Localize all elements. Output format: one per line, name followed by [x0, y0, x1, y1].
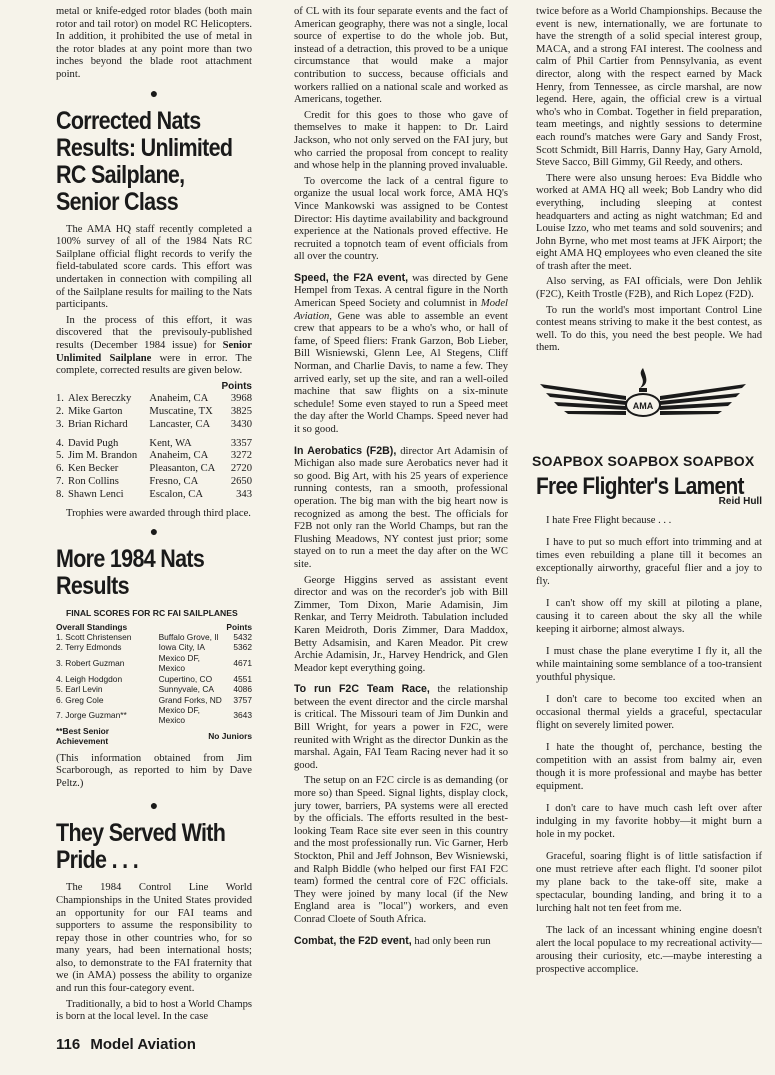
table-row [56, 450, 252, 463]
result-city: Lancaster, CA [149, 418, 211, 430]
fai-note-right: No Juniors [208, 730, 252, 741]
result-name: Shawn Lenci [68, 488, 124, 500]
fai-points-header: Points [226, 621, 252, 632]
column-3 [532, 6, 762, 985]
result-points: 3430 [230, 418, 252, 430]
result-city: Anaheim, CA [149, 393, 209, 405]
essay-paragraph: Graceful, soaring flight is of little satisfaction if one must retrieve after each flight. I'd sooner pilot my plane back to the take-off site, make a spectacular, bounding landing, and bring it to a lurching halt not ten feet from me. [536, 851, 762, 915]
table-row [56, 632, 252, 642]
paragraph: of CL with its four separate events and the fact of American geography, there was not a single, local source of expertise to do the whole job. But, instead of a detraction, this proved to be a unique circumstance that would make a major contribution to success, because officials and workers rallied on a national scale and worked as Americans, together. [294, 6, 508, 106]
fai-name: 4. Leigh Hodgdon [56, 673, 123, 684]
result-rank: 1. [56, 393, 64, 405]
paragraph: Speed, the F2A event, was directed by Gene Hempel from Texas. A central figure in the North American Speed Society and columnist in Model Aviation, Gene was able to assemble an event crew that appears to be a who's who, or hall of fame, of Speed fliers: Frank Garzon, Bob Lieber, Bill Wisniewski, Glenn Lee, Al Stegens, Cliff Norman, and Charlie Davis, to name a few. They arrived early, set up the site, and ran a well-oiled machine that saw flights on a six-minute schedule! Some even stayed to run a Speed meet the day after the World Champs. Speed never had it so good. [294, 271, 508, 435]
byline: Reid Hull [718, 495, 762, 507]
fai-info: (This information obtained from Jim Scarborough, as reported to him by Dave Peltz.) [56, 752, 252, 789]
fai-name: 6. Greg Cole [56, 694, 104, 705]
fai-points: 3643 [233, 710, 252, 721]
result-city: Fresno, CA [149, 476, 199, 488]
paragraph: There were also unsung heroes: Eva Biddle who worked at AMA HQ all week; Bob Landry who did everything, including sleeping at contest headquarters and acting as night watchman; Ed and Louise Izzo, who met teams and sold souvenirs; and John Byrne, who met most teams at JFK Airport; the eight AMA HQ employees who even cleaned the site of trash after the meet. [536, 172, 762, 272]
table-row [56, 642, 252, 652]
free-flight-essay [536, 514, 762, 976]
table-row [56, 476, 252, 489]
paragraph: Trophies were awarded through third place. [66, 507, 251, 519]
soapbox-banner: SOAPBOX SOAPBOX SOAPBOX [532, 452, 755, 469]
paragraph: In the process of this effort, it was discovered that the previsouly-published results (December 1984 issue) for Senior Unlimited Sailplane were in error. The complete, corrected results are given below. [56, 314, 252, 377]
essay-paragraph: I don't care to have much cash left over after indulging in my favorite hobby—it might burn a hole in my pocket. [536, 803, 762, 841]
result-name: Jim M. Brandon [68, 450, 138, 462]
fai-title: FINAL SCORES FOR RC FAI SAILPLANES [66, 608, 238, 619]
paragraph: Also serving, as FAI officials, were Don Jehlik (F2C), Keith Trostle (F2B), and Rich Lopez (F2D). [536, 276, 762, 301]
fai-city: Mexico DF, Mexico [158, 652, 200, 674]
result-rank: 8. [56, 488, 64, 500]
fai-overall-header: Overall Standings [56, 621, 128, 632]
headline-more-nats: More 1984 Nats Results [56, 545, 205, 601]
paragraph: Combat, the F2D event, had only been run [294, 934, 491, 947]
result-city: Kent, WA [149, 437, 192, 449]
fai-city: Mexico DF, Mexico [158, 704, 200, 726]
table-row [56, 463, 252, 476]
headline-served-pride: They Served With Pride . . . [56, 819, 226, 875]
result-city: Escalon, CA [149, 488, 203, 500]
result-name: David Pugh [68, 437, 119, 449]
result-name: Ron Collins [68, 476, 119, 488]
ama-wings-logo [536, 366, 750, 428]
section-bullet: ● [149, 525, 159, 541]
fai-scores-box [56, 608, 252, 746]
result-points: 3357 [230, 437, 252, 449]
paragraph: To overcome the lack of a central figure to organize the usual local work force, AMA HQ's Vince Mankowski was assigned to be Contest Director: His daytime availability and background experience at the Nationals proved effective. He recruited a topnotch team of event officials from all over the country. [294, 175, 508, 263]
fai-name: 3. Robert Guzman [56, 658, 125, 669]
result-points: 3825 [230, 406, 252, 418]
result-city: Muscatine, TX [149, 406, 213, 418]
result-name: Brian Richard [68, 418, 128, 430]
paragraph: George Higgins served as assistant event director and was on the recorder's job with Bill Zimmer, Tom Dixon, Marie Adamisin, Jim Renkar, and Terry Meidroth. Tabulation included Karen Meidroth, Doris Zimmer, Dara Maddox, Betty Adsamisin, and Karen Meador. Pit crew Archie Adamisin, Jr., Harvey Hendrick, and Glen Meador kept everything going. [294, 574, 508, 674]
paragraph: In Aerobatics (F2B), director Art Adamisin of Michigan also made sure Aerobatics never had it so good. Big Art, with his 25 years of experience running contests, ran a smooth, professional operation. The big man with the big heart now is recognized as among the best. The officials for F2B not only ran the World Champs, but ran the Flushing Meadows, NY contest just prior; some stayed on to run a meet the day after on the WC site. [294, 444, 508, 570]
fai-city: Cupertino, CO [158, 673, 213, 684]
fai-name: 2. Terry Edmonds [56, 642, 122, 653]
result-rank: 4. [56, 437, 64, 449]
table-row [56, 489, 252, 502]
result-city: Anaheim, CA [149, 450, 209, 462]
result-rank: 5. [56, 450, 64, 462]
result-name: Ken Becker [68, 463, 119, 475]
essay-paragraph: I hate the thought of, perchance, besting the competition with an assist from balmy air, even though it is more professional and maybe has better equipment. [536, 742, 762, 793]
table-row [56, 653, 252, 674]
headline-free-flighter: Free Flighter's Lament [536, 473, 744, 501]
result-name: Alex Bereczky [68, 393, 132, 405]
fai-points: 4551 [233, 673, 252, 684]
essay-paragraph: I must chase the plane everytime I fly it, all the while maintaining some semblance of a too-transient youthful physique. [536, 646, 762, 684]
result-points: 2650 [230, 476, 252, 488]
column-2 [294, 6, 508, 951]
section-bullet: ● [149, 86, 159, 102]
fai-city: Buffalo Grove, Il [158, 632, 219, 643]
essay-paragraph: I can't show off my skill at piloting a plane, causing it to careen about the sky all the while keeping it airborne; almost always. [536, 598, 762, 636]
result-name: Mike Garton [68, 406, 123, 418]
result-points: 3968 [230, 393, 252, 405]
table-row [56, 406, 252, 419]
intro-paragraph: metal or knife-edged rotor blades (both main rotor and tail rotor) on model RC Helicopters. In addition, it prohibited the use of metal in the rotor blades at any point more than two inches beyond the blade root attachment point. [56, 6, 252, 80]
column-1 [56, 6, 252, 1027]
left-wing-icon [540, 384, 626, 415]
torch-icon [639, 368, 647, 392]
essay-paragraph: I hate Free Flight because . . . [546, 515, 672, 527]
essay-paragraph: I don't care to become too excited when an occasional thermal yields a graceful, spectacular flight on severely limited power. [536, 694, 762, 732]
result-rank: 6. [56, 463, 64, 475]
paragraph: The 1984 Control Line World Championships in the United States provided an opportunity for our FAI teams and supporters to assume the responsibility to repay those in other countries who, for so many years, had been international hosts; also, to demonstrate to the FAI fraternity that we (in AMA) possess the ability to organize and run this four-category event. [56, 882, 252, 995]
page-footer [56, 1036, 202, 1053]
fai-name: 1. Scott Christensen [56, 632, 132, 643]
table-row [56, 705, 252, 726]
result-city: Pleasanton, CA [149, 463, 216, 475]
fai-points: 5432 [233, 632, 252, 643]
paragraph: The AMA HQ staff recently completed a 100% survey of all of the 1984 Nats RC Sailplane official flight records to verify the field-tabulated score cards. This effort was undertaken in connection with compiling all of the Sailplane results for mailing to the Nats participants. [56, 223, 252, 311]
section-bullet: ● [149, 799, 159, 815]
results-table [56, 393, 252, 501]
fai-note-left: **Best Senior Achievement [56, 725, 110, 747]
result-points: 3272 [230, 450, 252, 462]
magazine-name: Model Aviation [90, 1036, 196, 1053]
essay-paragraph: I have to put so much effort into trimming and at times even rebuilding a plane till it becomes an exceptionally airworthy, graceful flier and a joy to fly. [536, 537, 762, 588]
right-wing-icon [660, 384, 746, 415]
paragraph: To run F2C Team Race, the relationship between the event director and the circle marshal is critical. The Missouri team of Jim Dunkin and Bill Wright, for years a power in F2C, were reunited with Wright as the director Dunkin as the marshal. Again, FAI Team Racing never had it so good. [294, 683, 508, 771]
fai-name: 7. Jorge Guzman** [56, 710, 127, 721]
paragraph: Credit for this goes to those who gave of themselves to make it happen: to Dr. Laird Jackson, who not only served on the FAI jury, but who carried the proposal from concept to reality and whose help in the planning proved invaluable. [294, 109, 508, 172]
result-rank: 2. [56, 406, 64, 418]
logo-text: AMA [632, 401, 654, 412]
fai-city: Sunnyvale, CA [158, 684, 214, 695]
table-row [56, 393, 252, 406]
page-number: 116 [56, 1036, 81, 1053]
headline-corrected-nats: Corrected Nats Results: Unlimited RC Sailplane, Senior Class [56, 106, 233, 216]
fai-points: 4671 [233, 658, 252, 669]
table-row [56, 695, 252, 705]
paragraph: twice before as a World Championships. Because the event is new, internationally, we are fortunate to have the strength of a solid special interest group, MACA, and a strong FAI interest. The coolness and calm of Phil Cartier from Pennsylvania, as event director, along with the respect earned by Mack Henry, from Tennessee, as circle marshal, are now legend. Here, again, the official crew is a virtual who's who in Combat. Together in field preparation, team meetings, and nightly sessions to determine each round's matches were Gary and Sandy Frost, Scott Schmidt, Bill Harris, Danny Hay, Gary Arnold, Steve Sacco, Bill Gimmy, Gil Reedy, and others. [536, 6, 762, 169]
fai-points: 5362 [233, 642, 252, 653]
fai-city: Iowa City, IA [158, 642, 205, 653]
fai-name: 5. Earl Levin [56, 684, 103, 695]
result-points: 343 [236, 488, 252, 500]
fai-points: 3757 [233, 694, 252, 705]
result-points: 2720 [230, 463, 252, 475]
result-rank: 7. [56, 476, 64, 488]
table-row [56, 674, 252, 684]
paragraph: The setup on an F2C circle is as demanding (or more so) than Speed. Signal lights, display clock, jury tower, barriers, PA systems were all erected by the officials. The efforts resulted in the best-looking Team Race site ever seen in this country and the most professionally run. Vic Garner, Herb Stockton, Phil and Jeff Johnson, Bev Wisniewski, and Ralph Biddle (who helped our first FAI F2C team) formed the central core of F2C officials. They were joined by many local (if the New England area is "local") workers, and even Conrad Cloete of South Africa. [294, 775, 508, 925]
fai-city: Grand Forks, ND [158, 694, 222, 705]
table-row [56, 684, 252, 694]
paragraph: Traditionally, a bid to host a World Champs is born at the local level. In the case [56, 998, 252, 1023]
result-rank: 3. [56, 418, 64, 430]
points-header: Points [221, 380, 252, 392]
table-row [56, 432, 252, 451]
paragraph: To run the world's most important Control Line contest means striving to make it the best contest, as well. To do this, you need the best people. We had them. [536, 304, 762, 354]
fai-points: 4086 [233, 684, 252, 695]
table-row [56, 419, 252, 432]
essay-paragraph: The lack of an incessant whining engine doesn't alert the local populace to my recreational activity—arousing their curiosity, etc.—maybe interesting a prospective accomplice. [536, 925, 762, 976]
